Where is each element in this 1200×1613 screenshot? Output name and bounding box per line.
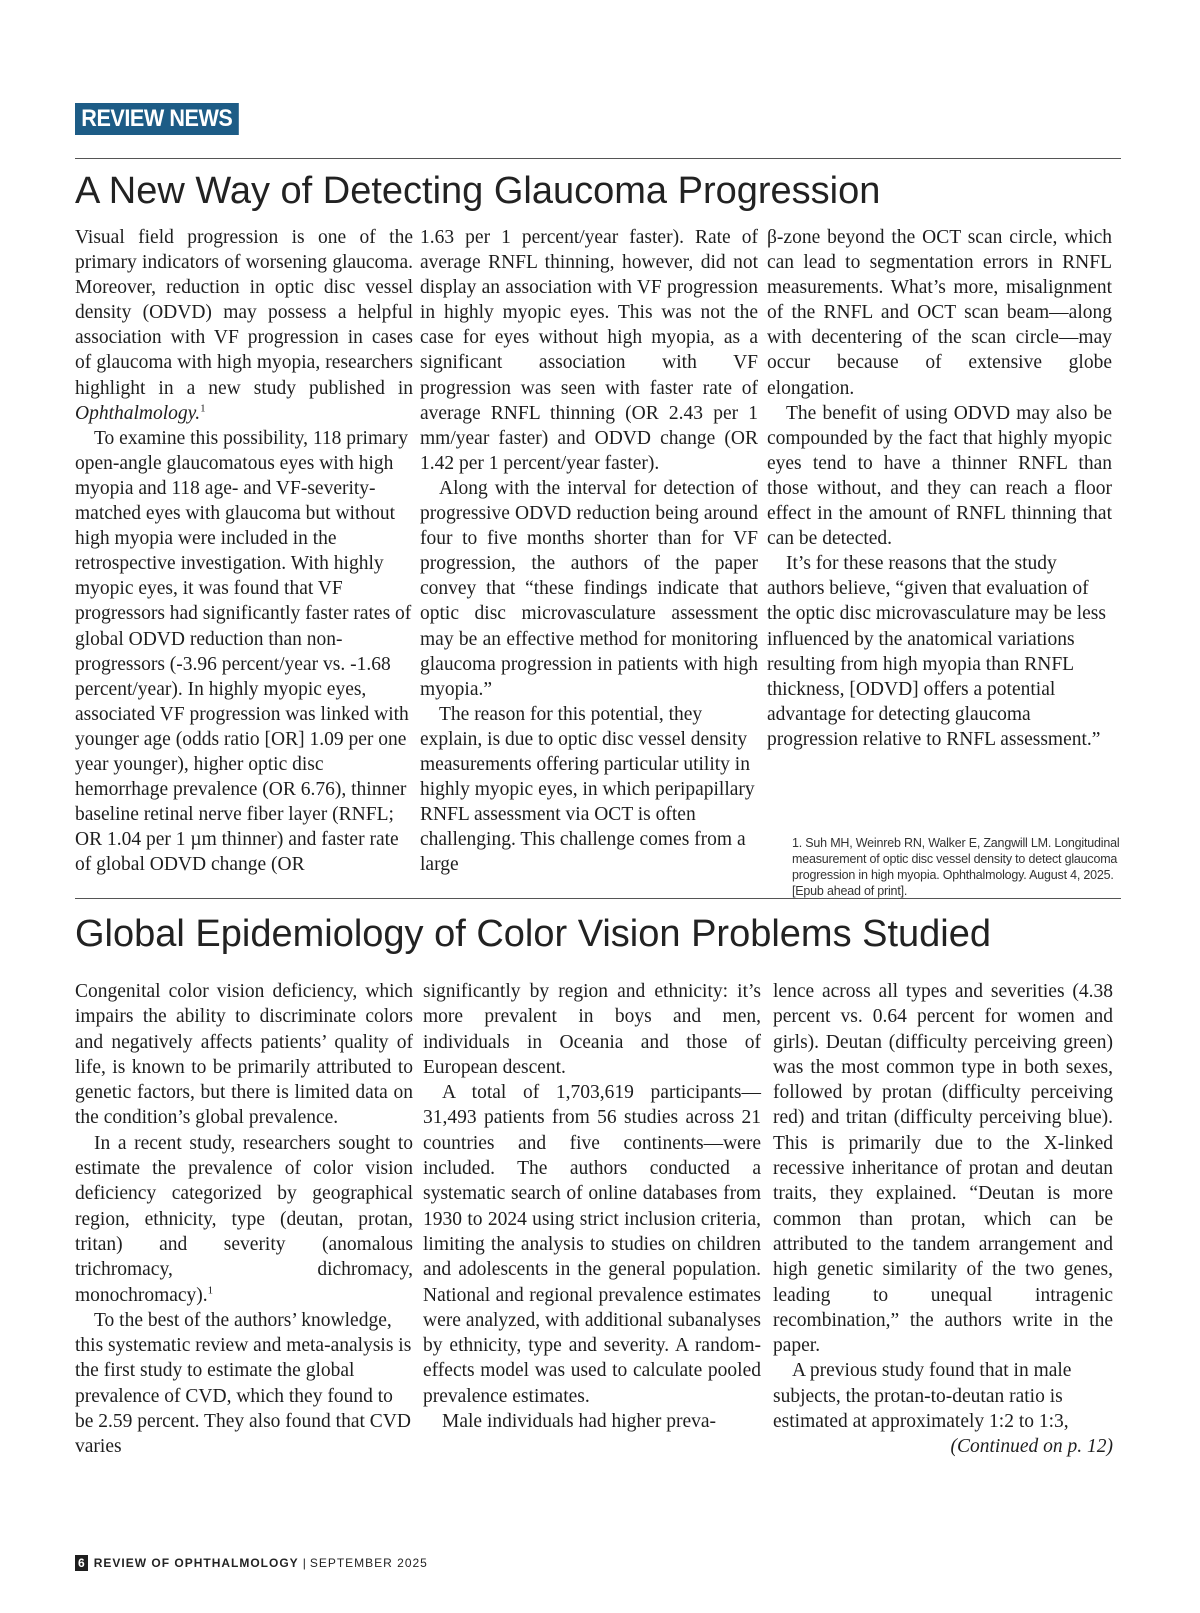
article2-col1-paragraph-1: Congenital color vision deficiency, which impairs the ability to discriminate colors and negatively affects patients’ quality of life, is known to be primarily attributed to genetic factors, but there is limited data on the condition’s global prevalence.: [75, 981, 413, 1129]
article1-col2-paragraph-2: Along with the interval for detection of progressive ODVD reduction being around four to five months shorter than for VF progression, the authors of the paper convey that “these findings indicate that optic disc microvasculature assessment may be an effective method for monitoring glaucoma progression in patients with high myopia.”: [420, 477, 758, 700]
issue-date: SEPTEMBER 2025: [309, 1556, 428, 1570]
article2-title: Global Epidemiology of Color Vision Problems Studied: [75, 913, 992, 955]
reference-marker: 1: [200, 402, 206, 415]
page-number: 6: [75, 1555, 88, 1571]
footer-separator: |: [302, 1556, 306, 1570]
article2-col1-paragraph-2: In a recent study, researchers sought to estimate the prevalence of color vision deficiency categorized by geographical region, ethnicity, type (deutan, protan, tritan) and severity (anomalous trichromacy, dichromacy, monochromacy).$^1$: [75, 1132, 413, 1306]
article2-column-3: [773, 979, 1113, 1460]
article1-title: A New Way of Detecting Glaucoma Progression: [75, 170, 881, 212]
article1-column-2: [420, 225, 758, 877]
middle-rule: [75, 898, 1121, 899]
publication-name: REVIEW OF OPHTHALMOLOGY: [93, 1556, 299, 1570]
article2-col2-paragraph-1: significantly by region and ethnicity: it’s more prevalent in boys and men, individuals in Oceania and those of European descent.: [423, 981, 761, 1078]
article2-col1-paragraph-3: To the best of the authors’ knowledge, this systematic review and meta-analysis is the first study to estimate the global prevalence of CVD, which they found to be 2.59 percent. They also found that CVD varies: [75, 1309, 412, 1458]
article2-column-1: [75, 979, 413, 1460]
article1-column-3: [767, 225, 1112, 752]
top-rule: [75, 158, 1121, 159]
article1-reference: 1. Suh MH, Weinreb RN, Walker E, Zangwill LM. Longitudinal measurement of optic disc vessel density to detect glaucoma progression in high myopia. Ophthalmology. August 4, 2025. [Epub ahead of print].: [792, 836, 1120, 898]
article1-column-1: [75, 225, 413, 877]
article2-col2-paragraph-2: A total of 1,703,619 participants—31,493 patients from 56 studies across 21 countries and five continents—were included. The authors conducted a systematic search of online databases from 1930 to 2024 using strict inclusion criteria, limiting the analysis to studies on children and adolescents in the general population. National and regional prevalence estimates were analyzed, with additional subanalyses by ethnicity, type and severity. A random-effects model was used to calculate pooled prevalence estimates.: [423, 1082, 761, 1407]
article1-col3-paragraph-2: The benefit of using ODVD may also be compounded by the fact that highly myopic eyes tend to have a thinner RNFL than those without, and they can reach a floor effect in the amount of RNFL thinning that can be detected.: [767, 402, 1112, 550]
article1-col1-paragraph-1: Visual field progression is one of the primary indicators of worsening glaucoma. Moreover, reduction in optic disc vessel density (ODVD) may possess a helpful association with VF progression in cases of glaucoma with high myopia, researchers highlight in a new study published in Ophthalmology.$^1$: [75, 227, 413, 424]
article2-col3-paragraph-1: lence across all types and severities (4.38 percent vs. 0.64 percent for women and girls). Deutan (difficulty perceiving green) was the most common type in both sexes, followed by protan (difficulty perceiving red) and tritan (difficulty perceiving blue). This is primarily due to the X-linked recessive inheritance of protan and deutan traits, they explained. “Deutan is more common than protan, which can be attributed to the tandem arrangement and high genetic similarity of the two genes, leading to unequal intragenic recombination,” the authors write in the paper.: [773, 981, 1113, 1357]
reference-marker: 1: [207, 1284, 214, 1297]
article1-col1-paragraph-2: To examine this possibility, 118 primary open-angle glaucomatous eyes with high myopia and 118 age- and VF-severity-matched eyes with glaucoma but without high myopia were included in the retrospective investigation. With highly myopic eyes, it was found that VF progressors had significantly faster rates of global ODVD reduction than non-progressors (-3.96 percent/year vs. -1.68 percent/year). In highly myopic eyes, associated VF progression was linked with younger age (odds ratio [OR] 1.09 per one year younger), higher optic disc hemorrhage prevalence (OR 6.76), thinner baseline retinal nerve fiber layer (RNFL; OR 1.04 per 1 µm thinner) and faster rate of global ODVD change (OR: [75, 427, 412, 876]
article1-col3-paragraph-3: It’s for these reasons that the study authors believe, “given that evaluation of the optic disc microvasculature may be less influenced by the anatomical variations resulting from high myopia than RNFL thickness, [ODVD] offers a potential advantage for detecting glaucoma progression relative to RNFL assessment.”: [767, 553, 1106, 750]
article2-col2-paragraph-3: Male individuals had higher preva-: [442, 1411, 716, 1433]
journal-name: Ophthalmology.: [75, 402, 201, 424]
article2-col3-paragraph-2: A previous study found that in male subjects, the protan-to-deutan ratio is estimated at approximately 1:2 to 1:3,: [773, 1360, 1072, 1433]
page-footer: [75, 1555, 428, 1571]
article1-col3-paragraph-1: β-zone beyond the OCT scan circle, which can lead to segmentation errors in RNFL measurements. What’s more, misalignment of the RNFL and OCT scan beam—along with decentering of the scan circle—may occur because of extensive globe elongation.: [767, 227, 1112, 399]
continued-note: (Continued on p. 12): [950, 1436, 1113, 1458]
article1-col2-paragraph-3: The reason for this potential, they explain, is due to optic disc vessel density measurements offering particular utility in highly myopic eyes, in which peripapillary RNFL assessment via OCT is often challenging. This challenge comes from a large: [420, 703, 755, 876]
section-label: REVIEW NEWS: [75, 103, 239, 135]
article1-col2-paragraph-1: 1.63 per 1 percent/year faster). Rate of average RNFL thinning, however, did not display an association with VF progression in highly myopic eyes. This was not the case for eyes without high myopia, as a significant association with VF progression was seen with faster rate of average RNFL thinning (OR 2.43 per 1 mm/year faster) and ODVD change (OR 1.42 per 1 percent/year faster).: [420, 227, 758, 474]
article2-column-2: [423, 979, 761, 1434]
